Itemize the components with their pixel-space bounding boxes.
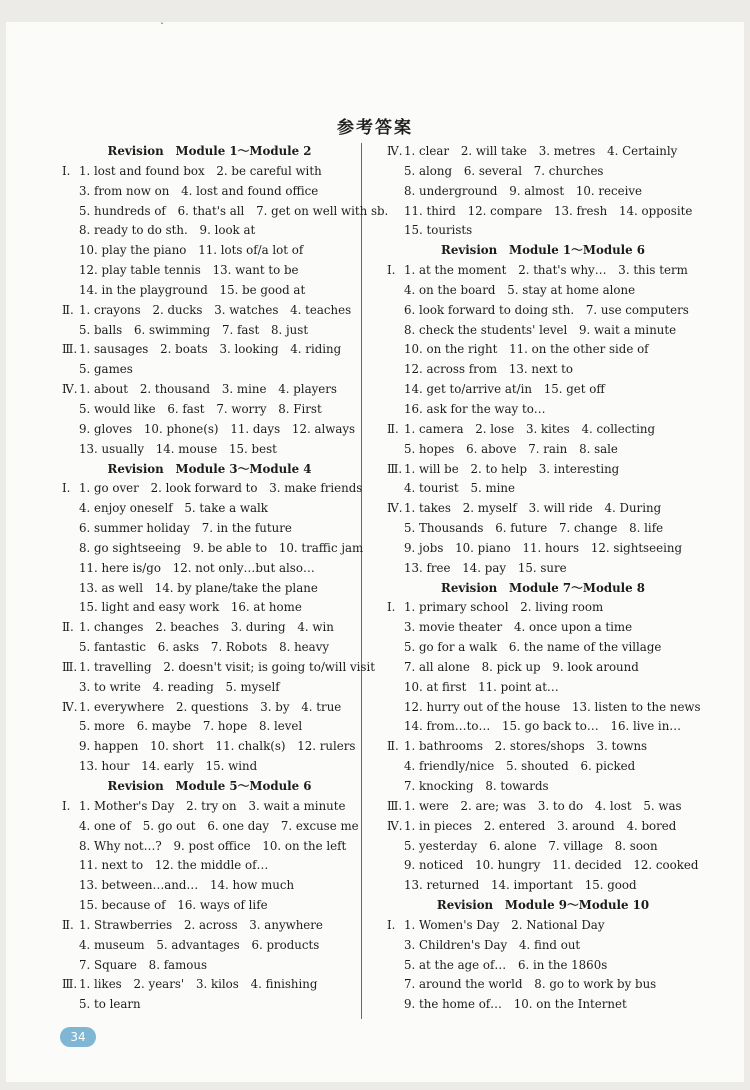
- section-heading: Revision Module 1～Module 2: [107, 144, 312, 158]
- answer-line: 5. go for a walk 6. the name of the village: [404, 640, 662, 655]
- answer-line: [387, 261, 699, 281]
- answer-line: [62, 380, 357, 400]
- column-divider: [361, 143, 362, 1019]
- answer-line: [387, 817, 699, 837]
- answer-line: [387, 598, 699, 618]
- answer-line: [62, 975, 357, 995]
- answer-text: 1. clear 2. will take 3. metres 4. Certainly: [404, 144, 678, 158]
- part-numeral: Ⅲ.: [387, 461, 403, 476]
- part-numeral: Ⅱ.: [387, 421, 399, 436]
- answer-text: 1. go over 2. look forward to 3. make friends: [79, 481, 363, 496]
- answer-line: 11. next to 12. the middle of…: [79, 858, 269, 873]
- answer-line: [62, 797, 357, 817]
- answer-line: [62, 698, 357, 718]
- part-numeral: Ⅰ.: [387, 600, 396, 615]
- answer-line: 4. on the board 5. stay at home alone: [404, 282, 636, 297]
- section-heading: Revision Module 3～Module 4: [107, 461, 312, 476]
- answer-line: 6. summer holiday 7. in the future: [79, 521, 292, 536]
- part-numeral: Ⅱ.: [62, 917, 74, 932]
- answer-line: [387, 420, 699, 440]
- answer-line: 5. to learn: [79, 997, 141, 1012]
- answer-line: 15. because of 16. ways of life: [79, 898, 268, 913]
- answer-line: 5. along 6. several 7. churches: [404, 163, 604, 178]
- answer-text: 1. changes 2. beaches 3. during 4. win: [79, 620, 334, 635]
- answer-text: 1. bathrooms 2. stores/shops 3. towns: [404, 739, 648, 754]
- answer-line: 5. balls 6. swimming 7. fast 8. just: [79, 322, 309, 337]
- answer-line: 11. here is/go 12. not only…but also…: [79, 560, 315, 575]
- part-numeral: Ⅳ.: [387, 144, 403, 158]
- answer-text: 1. lost and found box 2. be careful with: [79, 163, 322, 178]
- answer-line: [62, 658, 375, 678]
- part-numeral: Ⅲ.: [387, 798, 403, 813]
- answer-text: 1. takes 2. myself 3. will ride 4. During: [404, 501, 662, 516]
- answer-text: 1. sausages 2. boats 3. looking 4. riding: [79, 342, 342, 357]
- answer-line: 14. from…to… 15. go back to… 16. live in…: [404, 719, 682, 734]
- answer-line: 15. light and easy work 16. at home: [79, 600, 302, 615]
- answer-line: 4. enjoy oneself 5. take a walk: [79, 501, 268, 516]
- answer-line: [62, 162, 357, 182]
- part-numeral: Ⅱ.: [62, 620, 74, 635]
- answer-line: 4. tourist 5. mine: [404, 481, 515, 496]
- answer-text: 1. Strawberries 2. across 3. anywhere: [79, 917, 323, 932]
- part-numeral: Ⅳ.: [387, 501, 403, 516]
- answer-line: 5. yesterday 6. alone 7. village 8. soon: [404, 838, 658, 853]
- answer-text: 1. travelling 2. doesn't visit; is going to/will visit: [79, 659, 375, 674]
- answer-line: 9. noticed 10. hungry 11. decided 12. cooked: [404, 858, 699, 873]
- answer-line: 12. play table tennis 13. want to be: [79, 263, 299, 278]
- part-numeral: Ⅰ.: [62, 798, 71, 813]
- answer-line: 9. gloves 10. phone(s) 11. days 12. always: [79, 421, 356, 436]
- part-numeral: Ⅰ.: [387, 917, 396, 932]
- answer-line: 5. hopes 6. above 7. rain 8. sale: [404, 441, 618, 456]
- answer-line: [62, 340, 357, 360]
- answer-line: 3. from now on 4. lost and found office: [79, 183, 319, 198]
- answer-line: 8. check the students' level 9. wait a minute: [404, 322, 677, 337]
- answer-text: 1. Mother's Day 2. try on 3. wait a minute: [79, 798, 346, 813]
- answer-line: 3. to write 4. reading 5. myself: [79, 679, 280, 694]
- answer-line: 3. Children's Day 4. find out: [404, 937, 581, 952]
- answer-line: 6. look forward to doing sth. 7. use computers: [404, 302, 689, 317]
- answer-line: 13. free 14. pay 15. sure: [404, 560, 567, 575]
- section-heading: Revision Module 5～Module 6: [107, 779, 312, 793]
- answer-line: 5. at the age of… 6. in the 1860s: [404, 957, 608, 972]
- page-number-badge: 34: [60, 1027, 96, 1047]
- answer-line: 13. returned 14. important 15. good: [404, 878, 637, 893]
- part-numeral: Ⅳ.: [62, 699, 78, 714]
- answer-line: 13. usually 14. mouse 15. best: [79, 441, 277, 456]
- answer-line: 5. games: [79, 362, 133, 377]
- answer-line: 4. one of 5. go out 6. one day 7. excuse me: [79, 818, 359, 833]
- answer-line: 15. tourists: [404, 223, 473, 238]
- answer-text: 1. in pieces 2. entered 3. around 4. bored: [404, 818, 677, 833]
- answer-text: 1. primary school 2. living room: [404, 600, 604, 615]
- answer-line: [62, 916, 357, 936]
- answer-text: 1. likes 2. years' 3. kilos 4. finishing: [79, 977, 318, 992]
- answer-text: 1. everywhere 2. questions 3. by 4. true: [79, 699, 342, 714]
- part-numeral: Ⅳ.: [387, 818, 403, 833]
- part-numeral: Ⅳ.: [62, 382, 78, 397]
- answer-text: 1. crayons 2. ducks 3. watches 4. teaches: [79, 302, 352, 317]
- part-numeral: Ⅰ.: [62, 163, 71, 178]
- answer-line: 5. fantastic 6. asks 7. Robots 8. heavy: [79, 640, 330, 655]
- answer-line: [387, 499, 699, 519]
- answer-line: 7. knocking 8. towards: [404, 779, 549, 793]
- answer-line: 8. underground 9. almost 10. receive: [404, 183, 643, 198]
- part-numeral: Ⅱ.: [62, 302, 74, 317]
- answer-line: [387, 797, 699, 817]
- part-numeral: Ⅰ.: [387, 263, 396, 278]
- answer-line: [62, 301, 357, 321]
- answer-line: 16. ask for the way to…: [404, 401, 546, 416]
- answer-line: 13. as well 14. by plane/take the plane: [79, 580, 318, 595]
- answer-line: 8. go sightseeing 9. be able to 10. traffic jam: [79, 540, 364, 555]
- answer-line: 7. Square 8. famous: [79, 957, 208, 972]
- answer-line: 7. around the world 8. go to work by bus: [404, 977, 657, 992]
- part-numeral: Ⅰ.: [62, 481, 71, 496]
- scan-mark: ˇ: [160, 22, 164, 31]
- answer-line: 5. more 6. maybe 7. hope 8. level: [79, 719, 303, 734]
- answer-line: 8. ready to do sth. 9. look at: [79, 223, 256, 238]
- part-numeral: Ⅲ.: [62, 977, 78, 992]
- answer-line: [387, 916, 699, 936]
- answer-text: 1. at the moment 2. that's why… 3. this term: [404, 263, 688, 278]
- answer-line: 4. museum 5. advantages 6. products: [79, 937, 320, 952]
- answer-text: 1. will be 2. to help 3. interesting: [404, 461, 620, 476]
- answer-line: [62, 618, 357, 638]
- answer-line: [387, 737, 699, 757]
- answer-line: [387, 142, 699, 162]
- answer-line: 11. third 12. compare 13. fresh 14. opposite: [404, 203, 693, 218]
- answer-line: 9. happen 10. short 11. chalk(s) 12. rulers: [79, 739, 356, 754]
- answer-line: 10. play the piano 11. lots of/a lot of: [79, 243, 304, 258]
- answer-line: 4. friendly/nice 5. shouted 6. picked: [404, 759, 636, 774]
- answer-line: 7. all alone 8. pick up 9. look around: [404, 659, 639, 674]
- part-numeral: Ⅲ.: [62, 659, 78, 674]
- answer-line: 10. at first 11. point at…: [404, 679, 559, 694]
- answer-line: [387, 460, 699, 480]
- answer-line: 5. Thousands 6. future 7. change 8. life: [404, 521, 664, 536]
- answer-line: 5. would like 6. fast 7. worry 8. First: [79, 401, 322, 416]
- answer-text: 1. about 2. thousand 3. mine 4. players: [79, 382, 337, 397]
- section-heading: Revision Module 1～Module 6: [441, 243, 645, 258]
- left-answer-column: [62, 142, 389, 1015]
- answer-line: 3. movie theater 4. once upon a time: [404, 620, 633, 635]
- answer-line: 9. jobs 10. piano 11. hours 12. sightseeing: [404, 540, 682, 555]
- answer-text: 1. were 2. are; was 3. to do 4. lost 5. was: [404, 798, 682, 813]
- answer-text: 1. camera 2. lose 3. kites 4. collecting: [404, 421, 656, 436]
- right-answer-column: [387, 142, 699, 1015]
- page-title: 参考答案: [337, 118, 413, 138]
- section-heading: Revision Module 7～Module 8: [441, 580, 645, 595]
- answer-line: 12. across from 13. next to: [404, 362, 573, 377]
- answer-text: 1. Women's Day 2. National Day: [404, 917, 605, 932]
- answer-line: 14. in the playground 15. be good at: [79, 282, 306, 297]
- section-heading: Revision Module 9～Module 10: [436, 898, 650, 913]
- part-numeral: Ⅱ.: [387, 739, 399, 754]
- answer-line: 9. the home of… 10. on the Internet: [404, 997, 627, 1012]
- answer-line: 12. hurry out of the house 13. listen to the news: [404, 699, 701, 714]
- part-numeral: Ⅲ.: [62, 342, 78, 357]
- answer-line: 8. Why not…? 9. post office 10. on the left: [79, 838, 347, 853]
- answer-line: 13. hour 14. early 15. wind: [79, 759, 258, 774]
- answer-line: 14. get to/arrive at/in 15. get off: [404, 382, 605, 397]
- answer-line: [62, 479, 363, 499]
- answer-line: 13. between…and… 14. how much: [79, 878, 295, 893]
- answer-line: 5. hundreds of 6. that's all 7. get on well with sb.: [79, 203, 389, 218]
- answer-line: 10. on the right 11. on the other side of: [404, 342, 649, 357]
